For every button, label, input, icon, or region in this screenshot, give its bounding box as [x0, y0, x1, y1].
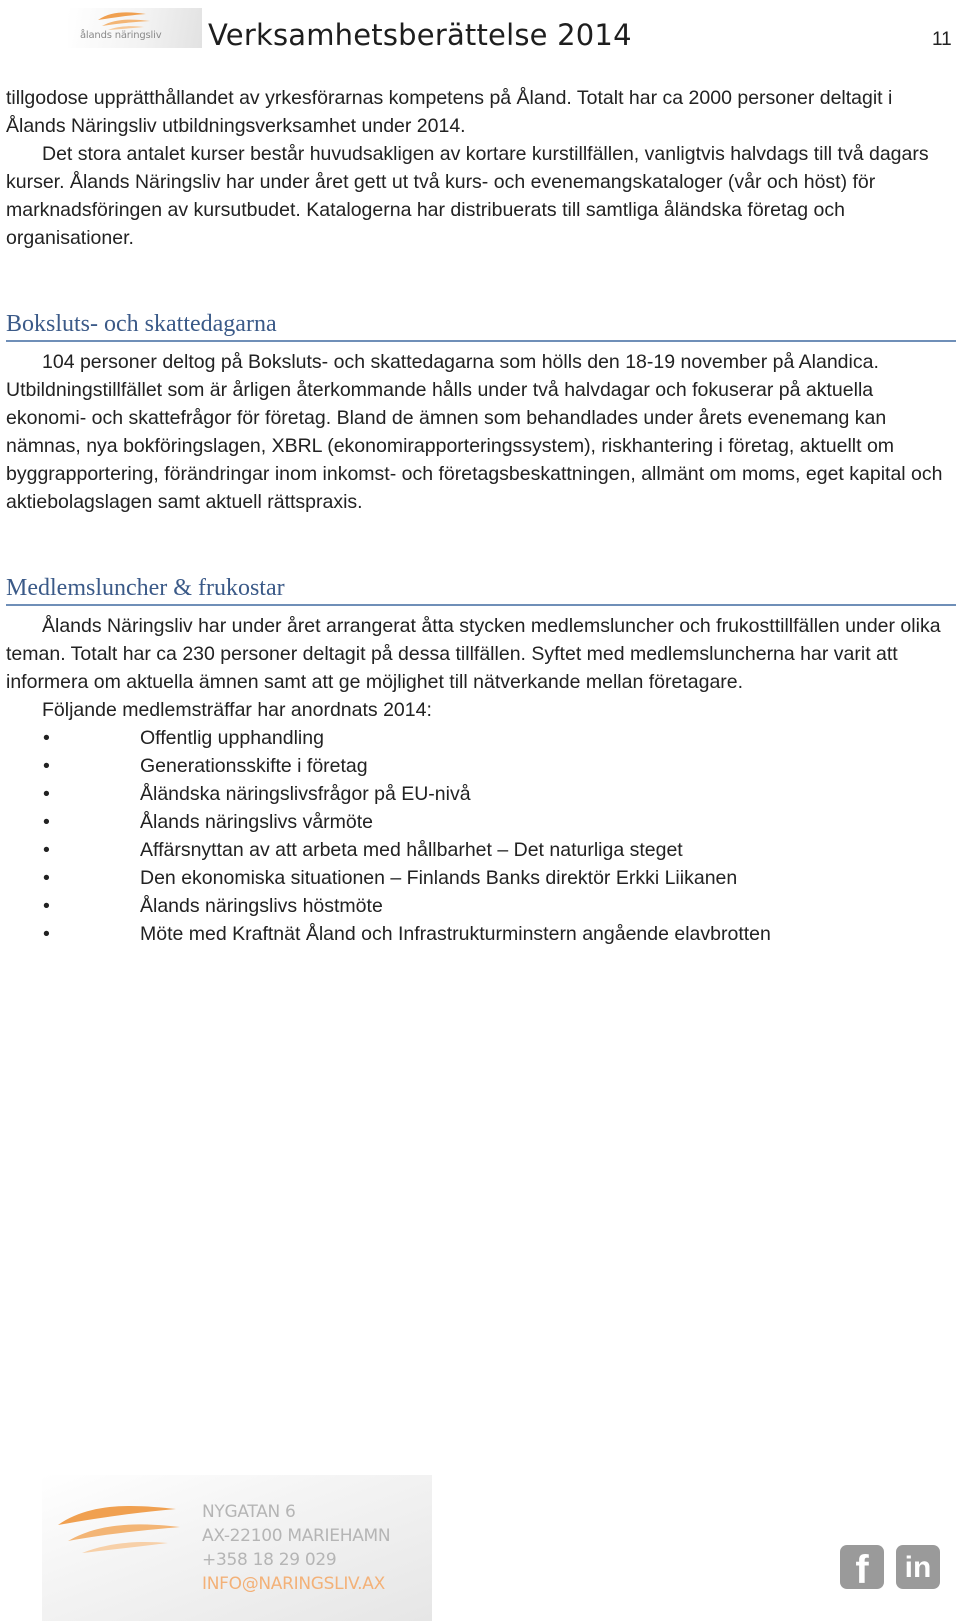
list-item: [6, 780, 956, 808]
list-item: [6, 892, 956, 920]
linkedin-icon[interactable]: in: [896, 1545, 940, 1589]
list-item-text: Möte med Kraftnät Åland och Infrastrukturminstern angående elavbrotten: [140, 923, 771, 945]
list-item-text: Affärsnyttan av att arbeta med hållbarhet – Det naturliga steget: [140, 839, 683, 861]
list-item-text: Offentlig upphandling: [140, 727, 324, 749]
bullet-icon: •: [43, 867, 50, 889]
list-item-text: Åländska näringslivsfrågor på EU-nivå: [140, 783, 471, 805]
section-heading-boksluts: Boksluts- och skattedagarna: [6, 309, 956, 342]
list-item: [6, 836, 956, 864]
intro-paragraph-2: Det stora antalet kurser består huvudsakligen av kortare kurstillfällen, vanligtvis halvdags till två dagars kurser. Ålands Näringsliv har under året gett ut två kurs- och evenemangskataloger (vår och höst) för marknadsföringen av kursutbudet. Katalogerna har distribuerats till samtliga åländska företag och organisationer.: [6, 143, 929, 249]
list-item-text: Generationsskifte i företag: [140, 755, 368, 777]
section-body-boksluts: 104 personer deltog på Boksluts- och skattedagarna som hölls den 18-19 november på Alandica. Utbildningstillfället som är årligen återkommande hålls under två halvdagar och fokuserar på aktuella ekonomi- och skattefrågor för företag. Bland de ämnen som behandlades under årets evenemang kan nämnas, nya bokföringslagen, XBRL (ekonomirapporteringssystem), riskhantering i företag, aktuellt om byggrapportering, förändringar inom inkomst- och företagsbeskattningen, allmänt om moms, eget kapital och aktiebolagslagen samt aktuell rättspraxis.: [6, 351, 943, 513]
address-city: AX-22100 MARIEHAMN: [202, 1526, 391, 1546]
footer-address: [202, 1500, 390, 1596]
list-item-text: Ålands näringslivs höstmöte: [140, 895, 383, 917]
section-heading-medlemsluncher: Medlemsluncher & frukostar: [6, 573, 956, 606]
phone-number: +358 18 29 029: [202, 1550, 337, 1570]
address-street: NYGATAN 6: [202, 1502, 296, 1522]
list-item: [6, 724, 956, 752]
bullet-icon: •: [43, 727, 50, 749]
list-item: [6, 752, 956, 780]
list-intro: Följande medlemsträffar har anordnats 2014:: [42, 699, 432, 721]
email-link[interactable]: INFO@NARINGSLIV.AX: [202, 1574, 385, 1594]
bullet-icon: •: [43, 839, 50, 861]
list-item: [6, 864, 956, 892]
bullet-icon: •: [43, 783, 50, 805]
logo-text: ålands näringsliv: [80, 30, 162, 41]
bullet-icon: •: [43, 755, 50, 777]
facebook-icon[interactable]: f: [840, 1545, 884, 1589]
intro-paragraph-1: tillgodose upprätthållandet av yrkesförarnas kompetens på Åland. Totalt har ca 2000 personer deltagit i Ålands Näringsliv utbildningsverksamhet under 2014.: [6, 87, 893, 137]
bullet-icon: •: [43, 811, 50, 833]
footer-swoosh-logo-icon: [52, 1495, 182, 1565]
list-item-text: Den ekonomiska situationen – Finlands Banks direktör Erkki Liikanen: [140, 867, 738, 889]
header-logo: [68, 8, 202, 48]
meetings-list: [6, 724, 956, 948]
page-header: [0, 0, 960, 60]
list-item: [6, 808, 956, 836]
bullet-icon: •: [43, 923, 50, 945]
list-item: [6, 920, 956, 948]
document-title: Verksamhetsberättelse 2014: [208, 18, 632, 52]
list-item-text: Ålands näringslivs vårmöte: [140, 811, 374, 833]
bullet-icon: •: [43, 895, 50, 917]
page-number: 11: [932, 29, 952, 50]
section-body-medlemsluncher: Ålands Näringsliv har under året arrangerat åtta stycken medlemsluncher och frukosttillfällen under olika teman. Totalt har ca 230 personer deltagit på dessa tillfällen. Syftet med medlemsluncherna har varit att informera om aktuella ämnen samt att ge möjlighet till nätverkande mellan företagare.: [6, 615, 941, 693]
page-content: [6, 84, 956, 948]
